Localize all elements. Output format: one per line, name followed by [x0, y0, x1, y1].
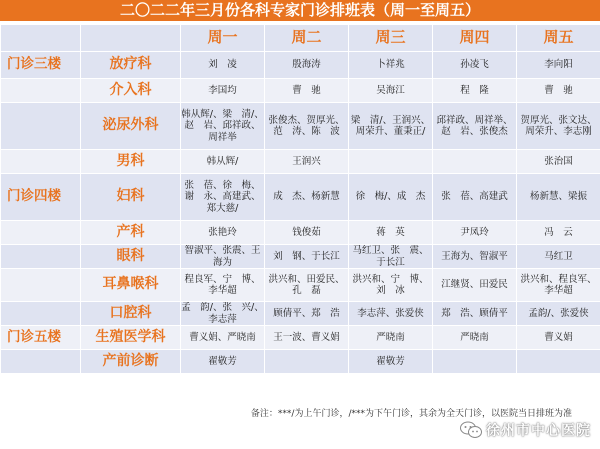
department-name: 男科 [81, 150, 181, 174]
page-title: 二〇二二年三月份各科专家门诊排班表（周一至周五） [0, 0, 600, 21]
doctor-cell: 曹义娟 [517, 326, 600, 350]
table-row [1, 52, 600, 79]
doctor-cell: 洪兴和、田爱民、孔 磊 [265, 269, 349, 302]
doctor-cell: 翟敬芳 [349, 350, 433, 374]
table-row [1, 302, 600, 326]
day-header: 周二 [265, 25, 349, 52]
doctor-cell: 韩从辉/ [181, 150, 265, 174]
doctor-cell: 王润兴 [265, 150, 349, 174]
table-row [1, 269, 600, 302]
department-name: 泌尿外科 [81, 103, 181, 150]
doctor-cell: 严晓南 [433, 326, 517, 350]
doctor-cell: 吴海江 [349, 79, 433, 103]
footer-note-text: 备注：***/为上午门诊，/***为下午门诊，其余为全天门诊，以医院当日排班为准 [250, 409, 572, 419]
doctor-cell: 马红卫 [517, 245, 600, 269]
doctor-cell: 张艳玲 [181, 221, 265, 245]
doctor-cell: 殷海涛 [265, 52, 349, 79]
department-name: 生殖医学科 [81, 326, 181, 350]
doctor-cell: 曹 驰 [265, 79, 349, 103]
floor-label: 门诊三楼 [1, 52, 81, 79]
table-row [1, 79, 600, 103]
doctor-cell: 翟敬芳 [181, 350, 265, 374]
department-name: 放疗科 [81, 52, 181, 79]
floor-label [1, 245, 81, 269]
watermark [460, 417, 595, 443]
department-name: 产科 [81, 221, 181, 245]
department-name: 口腔科 [81, 302, 181, 326]
table-row [1, 245, 600, 269]
department-name: 妇科 [81, 174, 181, 221]
doctor-cell: 梁 清/、王润兴、周荣升、董秉正/ [349, 103, 433, 150]
doctor-cell: 郑 浩、顾倩平 [433, 302, 517, 326]
doctor-cell: 孙凌飞 [433, 52, 517, 79]
doctor-cell: 王一波、曹义娟 [265, 326, 349, 350]
department-name: 眼科 [81, 245, 181, 269]
floor-label [1, 150, 81, 174]
table-row [1, 103, 600, 150]
doctor-cell: 钱俊茹 [265, 221, 349, 245]
table-row [1, 174, 600, 221]
doctor-cell: 冯 云 [517, 221, 600, 245]
doctor-cell: 程良军、宁 博、李华超 [181, 269, 265, 302]
doctor-cell: 卜祥兆 [349, 52, 433, 79]
watermark-text: 徐州市中心医院 [486, 423, 591, 439]
department-name: 耳鼻喉科 [81, 269, 181, 302]
doctor-cell: 李向阳 [517, 52, 600, 79]
doctor-cell [517, 350, 600, 374]
department-name: 产前诊断 [81, 350, 181, 374]
doctor-cell: 李志萍、张爱侠 [349, 302, 433, 326]
doctor-cell: 程 隆 [433, 79, 517, 103]
doctor-cell: 洪兴和、程良军、李华超 [517, 269, 600, 302]
table-row [1, 221, 600, 245]
doctor-cell: 韩从辉/、梁 清/、赵 岩、邱祥政、周祥举 [181, 103, 265, 150]
doctor-cell: 张 蓓、徐 梅、谢 永、高建武、郑大慈/ [181, 174, 265, 221]
doctor-cell: 张治国 [517, 150, 600, 174]
doctor-cell: 曹义娟、严晓南 [181, 326, 265, 350]
doctor-cell: 张 蓓、高建武 [433, 174, 517, 221]
doctor-cell [349, 150, 433, 174]
doctor-cell: 孟韵/、张爱侠 [517, 302, 600, 326]
doctor-cell: 刘 凌 [181, 52, 265, 79]
floor-label: 门诊四楼 [1, 174, 81, 221]
floor-label [1, 302, 81, 326]
doctor-cell: 王海为、智淑平 [433, 245, 517, 269]
doctor-cell: 马红卫、张 震、于长江 [349, 245, 433, 269]
table-row [1, 350, 600, 374]
doctor-cell: 邱祥政、周祥举、赵 岩、张俊杰 [433, 103, 517, 150]
schedule-table [0, 24, 600, 374]
doctor-cell: 智淑平、张震、王海为 [181, 245, 265, 269]
day-header: 周一 [181, 25, 265, 52]
doctor-cell: 江继贤、田爱民 [433, 269, 517, 302]
floor-label [1, 221, 81, 245]
floor-label [1, 269, 81, 302]
day-header: 周五 [517, 25, 600, 52]
doctor-cell: 顾倩平、郑 浩 [265, 302, 349, 326]
doctor-cell [433, 350, 517, 374]
doctor-cell: 徐 梅/、成 杰 [349, 174, 433, 221]
header-row [1, 25, 600, 52]
doctor-cell [265, 350, 349, 374]
doctor-cell: 洪兴和、宁 博、刘 冰 [349, 269, 433, 302]
doctor-cell: 蒋 英 [349, 221, 433, 245]
table-row [1, 150, 600, 174]
corner-cell [81, 25, 181, 52]
department-name: 介入科 [81, 79, 181, 103]
doctor-cell: 严晓南 [349, 326, 433, 350]
floor-label [1, 79, 81, 103]
doctor-cell: 成 杰、杨新慧 [265, 174, 349, 221]
doctor-cell: 刘 钢、于长江 [265, 245, 349, 269]
doctor-cell: 张俊杰、贺厚光、范 涛、陈 波 [265, 103, 349, 150]
day-header: 周四 [433, 25, 517, 52]
doctor-cell: 贺厚光、张文达、周荣升、李志刚 [517, 103, 600, 150]
day-header: 周三 [349, 25, 433, 52]
floor-label [1, 350, 81, 374]
doctor-cell: 孟 韵/、张 兴/、李志萍 [181, 302, 264, 325]
doctor-cell: 杨新慧、梁振 [517, 174, 600, 221]
doctor-cell: 李国均 [181, 79, 265, 103]
table-row [1, 326, 600, 350]
floor-label [1, 103, 81, 150]
doctor-cell [433, 150, 517, 174]
doctor-cell: 尹凤玲 [433, 221, 517, 245]
floor-label: 门诊五楼 [1, 326, 81, 350]
wechat-icon [460, 421, 482, 439]
doctor-cell: 曹 驰 [517, 79, 600, 103]
corner-cell [1, 25, 81, 52]
